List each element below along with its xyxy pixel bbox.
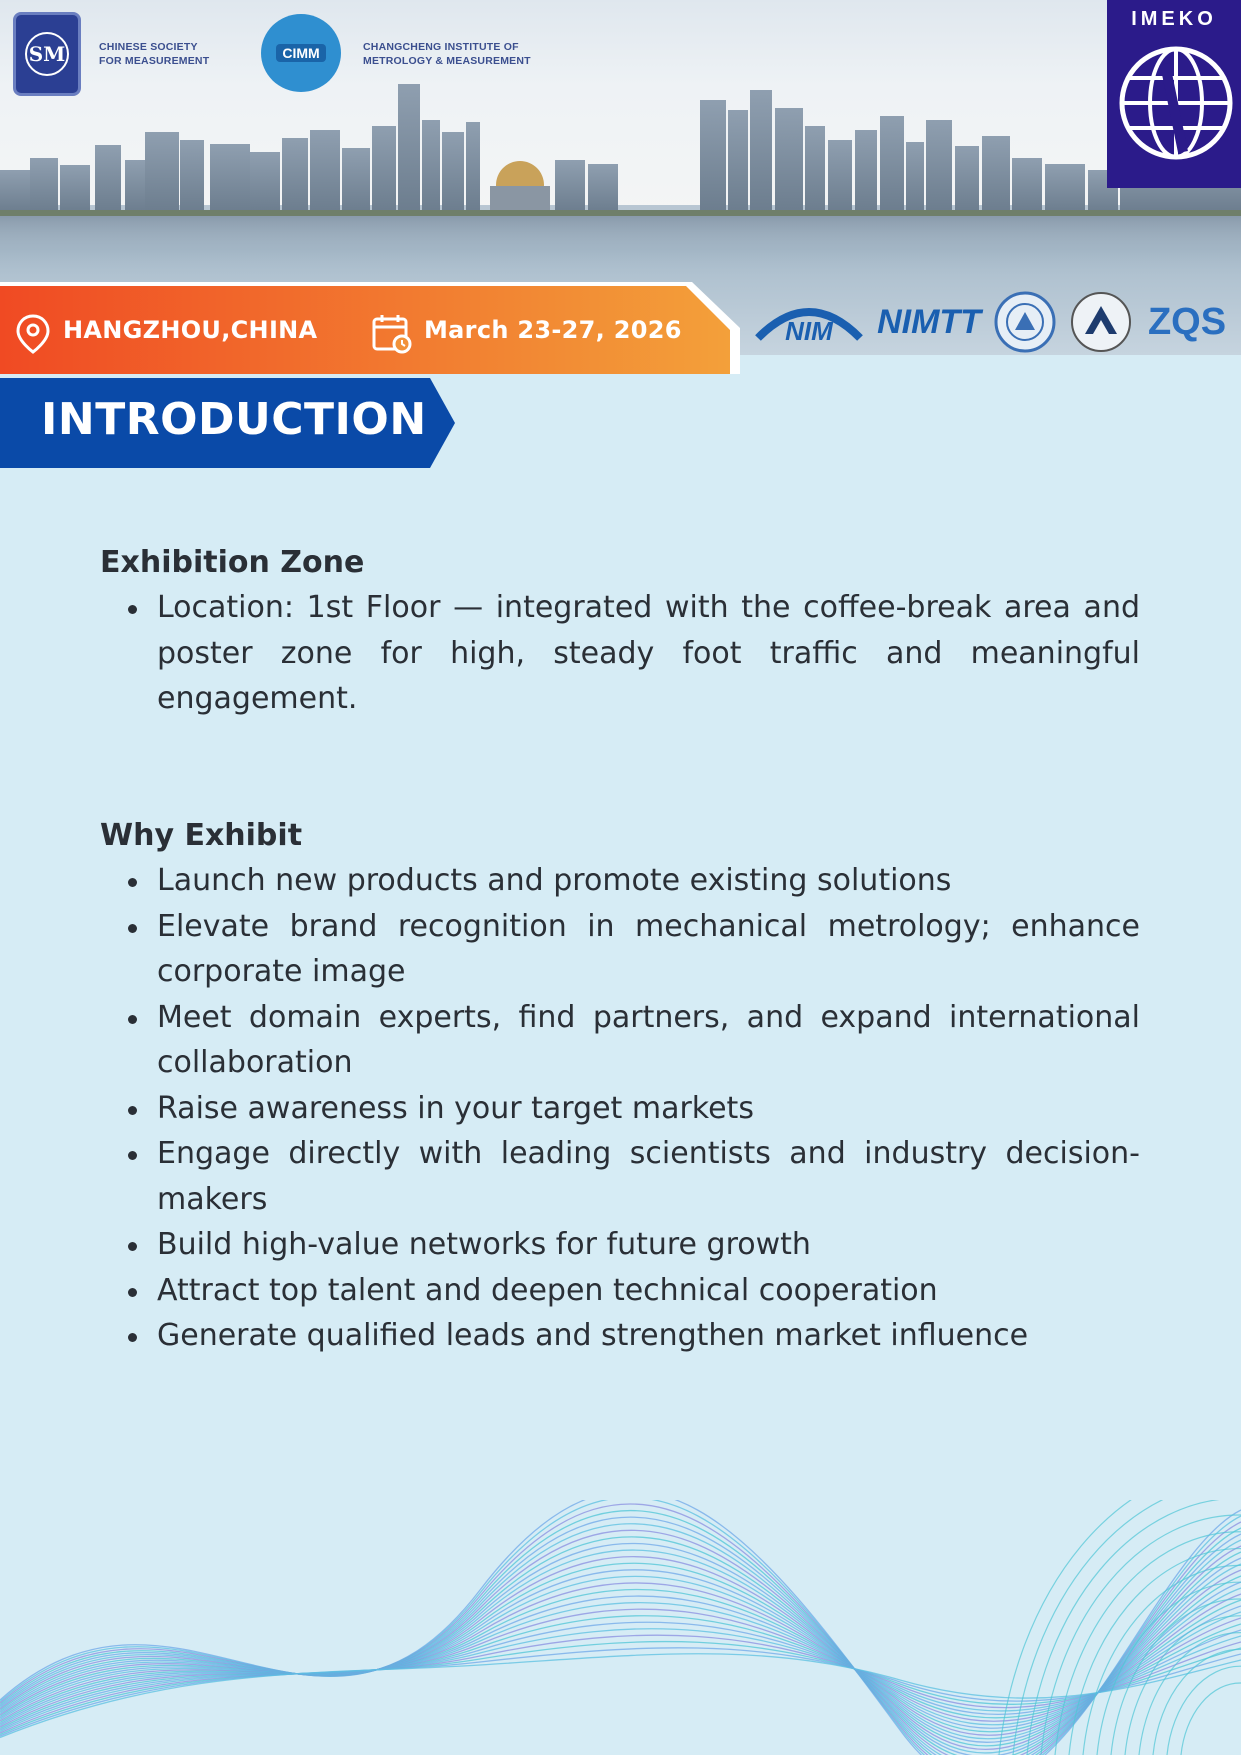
why-exhibit-section xyxy=(100,813,1140,1359)
university-seal-logo xyxy=(1066,290,1136,354)
location-text: HANGZHOU,CHINA xyxy=(63,316,318,344)
calendar-icon xyxy=(371,313,413,355)
list-item: Elevate brand recognition in mechanical metrology; enhance corporate image xyxy=(125,904,1140,995)
nimtt-logo xyxy=(878,290,980,354)
nim-logo xyxy=(752,290,866,354)
decorative-wave-lines xyxy=(0,1500,1241,1755)
header-banner xyxy=(0,0,1241,375)
org1-name-line1: CHINESE SOCIETY xyxy=(99,41,198,53)
imeko-logo-text: IMEKO xyxy=(1131,8,1217,30)
list-item: Attract top talent and deepen technical cooperation xyxy=(125,1268,1140,1314)
city-skyline-image xyxy=(0,60,1241,280)
list-item: Build high-value networks for future growth xyxy=(125,1222,1140,1268)
csm-logo xyxy=(13,12,81,96)
list-item: Meet domain experts, find partners, and expand international collaboration xyxy=(125,995,1140,1086)
nimtt-logo-text: NIMTT xyxy=(877,302,981,341)
why-exhibit-list xyxy=(125,858,1140,1359)
zqs-logo xyxy=(1142,290,1232,354)
cimm-logo xyxy=(261,14,341,92)
corner-arc-line xyxy=(1167,1666,1241,1755)
section-title: INTRODUCTION xyxy=(41,394,427,445)
globe-icon xyxy=(1117,44,1235,162)
dates-text: March 23-27, 2026 xyxy=(424,316,682,344)
cimm-logo-text: CIMM xyxy=(276,44,325,62)
list-item: Generate qualified leads and strengthen market influence xyxy=(125,1313,1140,1359)
triangle-seal-icon xyxy=(1069,290,1133,354)
org1-name-line2: FOR MEASUREMENT xyxy=(99,55,210,67)
exhibition-zone-section xyxy=(100,540,1140,722)
seal-icon xyxy=(993,290,1057,354)
org2-name xyxy=(363,40,531,68)
list-item: Location: 1st Floor — integrated with the coffee-break area and poster zone for high, steady foot traffic and meaningful engagement. xyxy=(125,585,1140,722)
list-item: Launch new products and promote existing solutions xyxy=(125,858,1140,904)
location-pin-icon xyxy=(16,314,50,354)
nim-logo-text: NIM xyxy=(785,316,833,346)
csm-logo-text: SM xyxy=(25,32,69,76)
why-exhibit-heading: Why Exhibit xyxy=(100,818,303,853)
list-item: Raise awareness in your target markets xyxy=(125,1086,1140,1132)
exhibition-zone-heading: Exhibition Zone xyxy=(100,545,365,580)
institute-seal-logo xyxy=(990,290,1060,354)
org2-name-line1: CHANGCHENG INSTITUTE OF xyxy=(363,41,519,53)
org2-name-line2: METROLOGY & MEASUREMENT xyxy=(363,55,531,67)
zqs-logo-text: ZQS xyxy=(1147,300,1227,343)
list-item: Engage directly with leading scientists and industry decision-makers xyxy=(125,1131,1140,1222)
wave-line xyxy=(0,1616,1241,1729)
org1-name xyxy=(99,40,209,68)
nim-logo-mark xyxy=(752,294,866,350)
imeko-logo xyxy=(1107,0,1241,188)
exhibition-zone-list xyxy=(125,585,1140,722)
